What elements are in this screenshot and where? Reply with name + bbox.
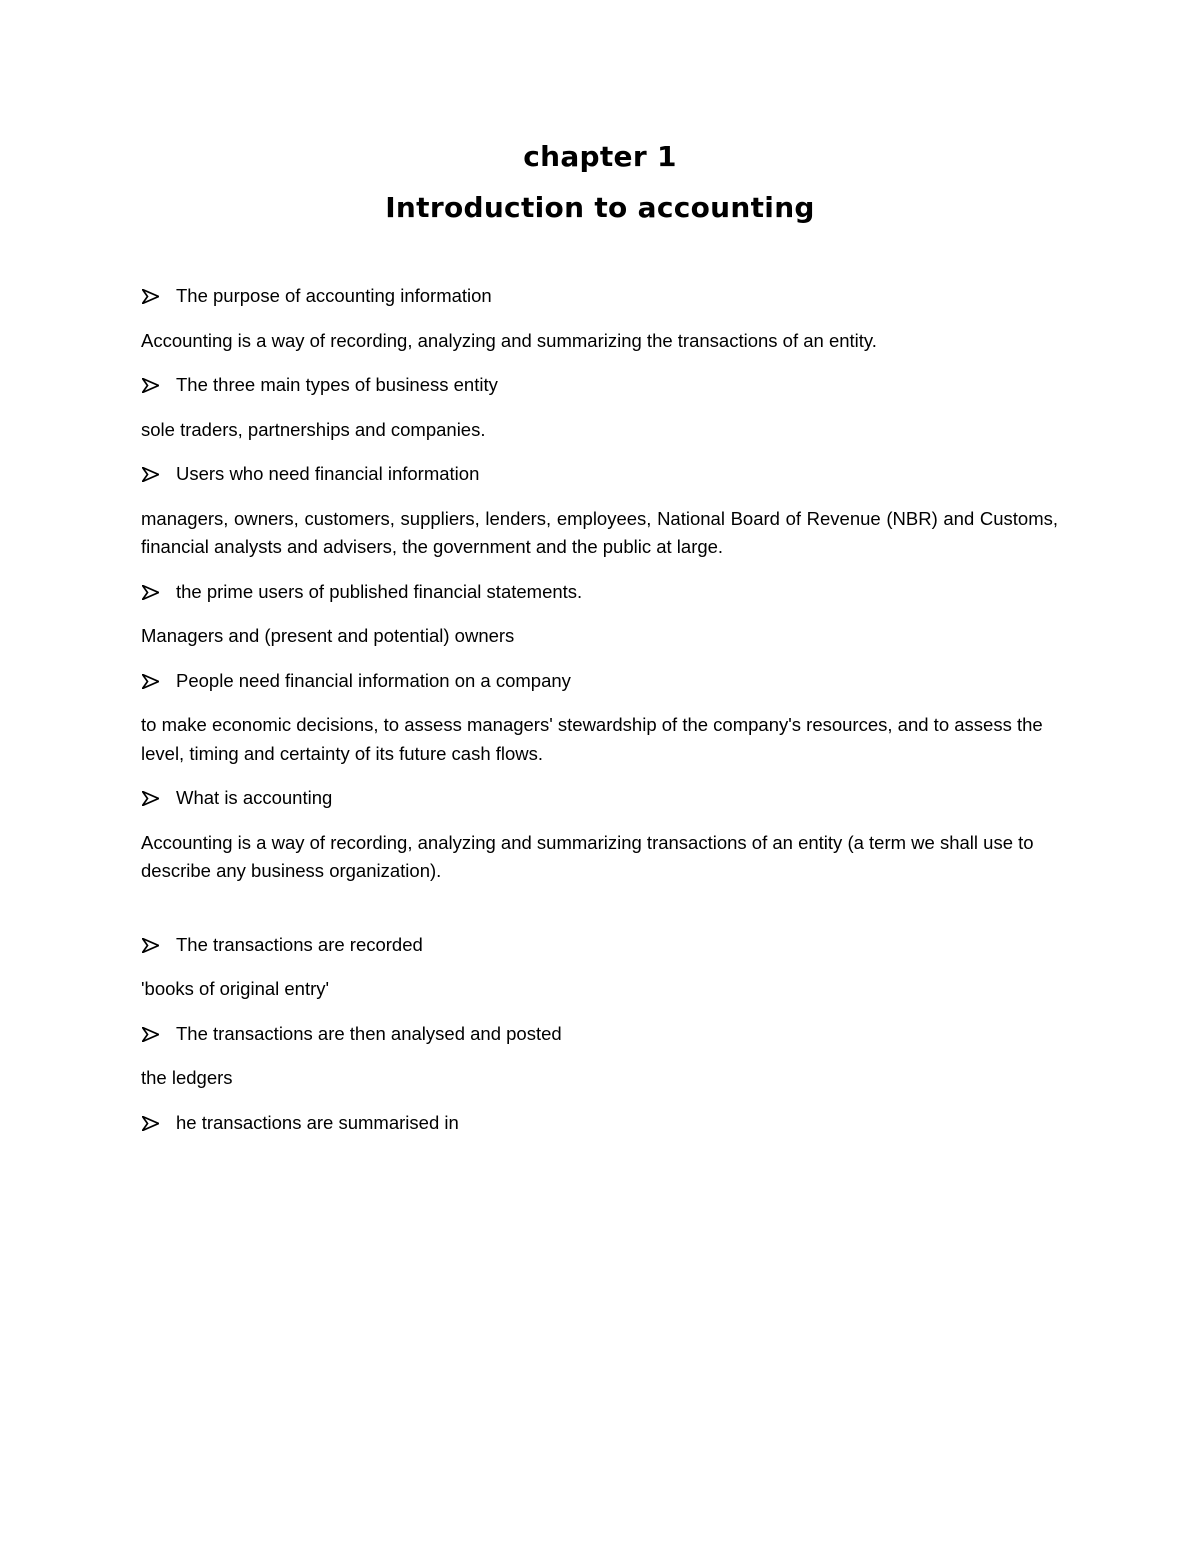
document-body [141, 282, 1058, 1153]
arrowhead-bullet-icon [142, 1116, 159, 1131]
bullet-heading-text: The transactions are recorded [176, 933, 423, 955]
section-body: 'books of original entry' [141, 978, 330, 999]
bullet-heading [141, 460, 1058, 489]
bullet-heading-text: What is accounting [176, 787, 333, 808]
section-body: Accounting is a way of recording, analyzing and summarizing transactions of an entity (a term we shall use to describe any business organization). [141, 831, 1034, 881]
section-body: sole traders, partnerships and companies. [141, 418, 486, 440]
chapter-title: Introduction to accounting [385, 191, 815, 224]
arrowhead-bullet-icon [142, 1027, 159, 1042]
arrowhead-bullet-icon [142, 674, 159, 689]
bullet-heading-text: Users who need financial information [176, 463, 480, 484]
bullet-heading-text: The purpose of accounting information [176, 285, 492, 306]
arrowhead-bullet-icon [142, 938, 159, 953]
section-body: Accounting is a way of recording, analyzing and summarizing the transactions of an entity. [141, 329, 877, 351]
section-body: managers, owners, customers, suppliers, lenders, employees, National Board of Revenue (NBR) and Customs, financial analysts and advisers, the government and the public at large. [141, 507, 1058, 557]
arrowhead-bullet-icon [142, 289, 159, 304]
chapter-label: chapter 1 [523, 140, 677, 173]
bullet-heading-text: People need financial information on a company [176, 669, 571, 691]
bullet-heading [141, 578, 1058, 607]
bullet-heading-text: he transactions are summarised in [176, 1111, 459, 1133]
bullet-heading [141, 931, 1058, 960]
section-body: Managers and (present and potential) owners [141, 625, 515, 646]
section-body: to make economic decisions, to assess managers' stewardship of the company's resources, and to assess the level, timing and certainty of its future cash flows. [141, 714, 1043, 764]
section-body: the ledgers [141, 1067, 233, 1088]
arrowhead-bullet-icon [142, 467, 159, 482]
bullet-heading-text: The transactions are then analysed and posted [176, 1022, 562, 1044]
bullet-heading [141, 371, 1058, 400]
bullet-heading [141, 1109, 1058, 1138]
bullet-heading [141, 667, 1058, 696]
arrowhead-bullet-icon [142, 791, 159, 806]
bullet-heading-text: the prime users of published financial statements. [176, 580, 583, 602]
bullet-heading [141, 282, 1058, 311]
paragraph-spacer [141, 902, 1058, 931]
bullet-heading-text: The three main types of business entity [176, 374, 498, 395]
arrowhead-bullet-icon [142, 378, 159, 393]
bullet-heading [141, 1020, 1058, 1049]
bullet-heading [141, 784, 1058, 813]
arrowhead-bullet-icon [142, 585, 159, 600]
